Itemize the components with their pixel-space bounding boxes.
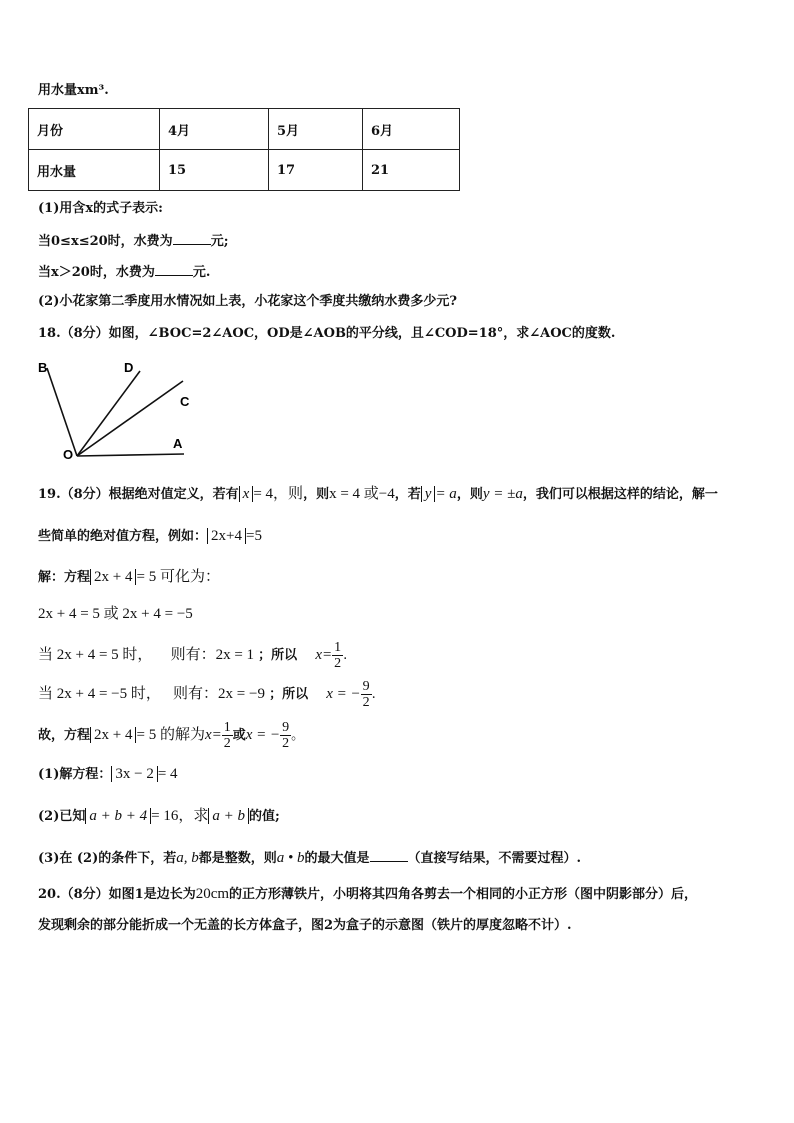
- table-cell: 15: [160, 150, 269, 191]
- fraction-1-2-b: [222, 720, 233, 751]
- frac-num: 1: [223, 720, 231, 735]
- table-header-cell: 月份: [29, 109, 160, 150]
- frac-den: 2: [362, 695, 370, 710]
- q17-part1: (1)用含x的式子表示:: [38, 201, 163, 216]
- fraction-9-2: [361, 679, 372, 710]
- table-row: [29, 150, 460, 191]
- q17-case2-suffix: 元.: [192, 265, 211, 280]
- q19-caseA: 当 2x + 4 = 5 时， 则有：2x = 1 ；所以 x= $\frac{1}{2}$ .: [38, 640, 348, 671]
- q19-p3-a: (3)在 (2)的条件下，若: [38, 851, 177, 866]
- table-cell: 17: [269, 150, 363, 191]
- q19-p1-a: (1)解方程：: [38, 767, 112, 782]
- q19-line1-c: x = 4 或−4: [329, 486, 395, 502]
- q19-then: ，则: [303, 487, 330, 502]
- q19-concl-or: 或: [232, 728, 246, 743]
- abs-example: 2x+4: [207, 528, 246, 544]
- table-cell: 21: [363, 150, 460, 191]
- ray-ob: [47, 368, 77, 456]
- answer-blank: [370, 847, 408, 862]
- q19-caseB-b: 则有：2x = −9: [173, 686, 265, 702]
- q19-concl-end: 。: [291, 728, 305, 743]
- abs-concl: 2x + 4: [90, 727, 136, 743]
- table-row-label: 用水量: [29, 150, 160, 191]
- abs-sol: 2x + 4: [90, 569, 136, 585]
- answer-blank: [155, 261, 193, 276]
- q19-part1: [38, 764, 178, 785]
- angle-figure: [30, 356, 210, 466]
- abs-p2: a + b + 4: [85, 808, 151, 824]
- q17-case2-prefix: 当x＞20时，水费为: [38, 265, 155, 280]
- q19-line1-d: ，若: [394, 487, 421, 502]
- q19-p3-d: （直接写结果，不需要过程）.: [407, 851, 582, 866]
- q20-line1: [38, 884, 697, 905]
- q19-caseA-x: x=: [315, 647, 333, 663]
- q19-caseB-x: x = −: [326, 686, 361, 702]
- table-header-cell: 4月: [160, 109, 269, 150]
- q19-caseB: 当 2x + 4 = −5 时， 则有：2x = −9 ；所以 x = − $\frac{9}{2}$ .: [38, 679, 376, 710]
- ray-oa: [77, 454, 184, 456]
- q17-part2: (2)小花家第二季度用水情况如上表，小花家这个季度共缴纳水费多少元?: [38, 294, 457, 309]
- ray-oc: [77, 381, 183, 456]
- q19-line2: [38, 526, 262, 547]
- label-a: A: [173, 436, 183, 451]
- q19-concl-a: 故，方程: [38, 728, 91, 743]
- q19-part3: [38, 847, 581, 869]
- abs-y: y: [421, 486, 436, 502]
- q19-p1-b: = 4: [157, 766, 178, 782]
- q19-concl-x2: x = −: [245, 727, 281, 743]
- q19-line1-g: y = ±a: [482, 486, 523, 502]
- table-row: [29, 109, 460, 150]
- abs-x: x: [239, 486, 254, 502]
- q17-case2: [38, 261, 210, 283]
- table-header-cell: 6月: [363, 109, 460, 150]
- abs-p2b: a + b: [208, 808, 249, 824]
- q19-split: 2x + 4 = 5 或 2x + 4 = −5: [38, 606, 193, 622]
- label-o: O: [63, 447, 74, 462]
- q19-caseA-b: 则有：2x = 1: [170, 647, 255, 663]
- q19-then-2: ，则: [456, 487, 483, 502]
- q17-case1-suffix: 元;: [210, 234, 229, 249]
- q19-caseA-c: ；所以: [258, 648, 298, 663]
- q19-p2-a: (2)已知: [38, 809, 86, 824]
- q19-solution-intro: [38, 567, 220, 588]
- frac-num: 9: [362, 679, 370, 694]
- frac-num: 9: [282, 720, 290, 735]
- frac-den: 2: [334, 656, 342, 671]
- abs-p1: 3x − 2: [111, 766, 157, 782]
- frac-num: 1: [334, 640, 342, 655]
- q19-part2: [38, 806, 280, 827]
- q19-p2-b: = 16，求: [151, 808, 209, 824]
- ray-od: [77, 371, 140, 456]
- q19-concl-x1: x=: [204, 727, 222, 743]
- q19-p3-expr: a • b: [276, 850, 305, 866]
- fraction-9-2-b: [280, 720, 291, 751]
- q19-sol-rest: = 5 可化为：: [136, 569, 220, 585]
- frac-den: 2: [282, 736, 290, 751]
- q19-concl-b: = 5 的解为: [136, 727, 205, 743]
- q19-line1-a: 19.（8分）根据绝对值定义，若有: [38, 487, 239, 502]
- q19-line1: [38, 484, 718, 505]
- water-usage-table: [28, 108, 460, 191]
- q18-text: 18.（8分）如图，∠BOC=2∠AOC，OD是∠AOB的平分线，且∠COD=18°，求∠AOC的度数.: [38, 326, 616, 341]
- label-d: D: [124, 360, 134, 375]
- q19-p3-vars: a, b: [176, 850, 199, 866]
- q20-line1-a: 20.（8分）如图1是边长为: [38, 887, 196, 902]
- q20-line1-b: 的正方形薄铁片，小明将其四角各剪去一个相同的小正方形（图中阴影部分）后，: [229, 887, 698, 902]
- q19-caseB-a: 当 2x + 4 = −5 时，: [38, 686, 161, 702]
- answer-blank: [173, 230, 211, 245]
- table-header-cell: 5月: [269, 109, 363, 150]
- label-c: C: [180, 394, 190, 409]
- intro-text: 用水量xm³.: [38, 83, 109, 98]
- q19-line1-e: = a: [435, 486, 457, 502]
- fraction-1-2: [332, 640, 343, 671]
- q19-line1-h: ，我们可以根据这样的结论，解一: [522, 487, 718, 502]
- q19-caseB-c: ；所以: [269, 687, 309, 702]
- q19-line1-b: = 4，则: [253, 486, 304, 502]
- frac-den: 2: [223, 736, 231, 751]
- q19-line2-a: 些简单的绝对值方程，例如：: [38, 529, 208, 544]
- q17-case1-prefix: 当0≤x≤20时，水费为: [38, 234, 173, 249]
- q19-p2-c: 的值;: [248, 809, 280, 824]
- q17-case1: [38, 230, 229, 252]
- q19-sol-label: 解：方程: [38, 570, 91, 585]
- q20-length: 20cm: [195, 886, 230, 902]
- q19-caseA-a: 当 2x + 4 = 5 时，: [38, 647, 153, 663]
- label-b: B: [38, 360, 48, 375]
- q19-p3-b: 都是整数，则: [198, 851, 277, 866]
- q19-p3-c: 的最大值是: [304, 851, 370, 866]
- q19-line2-b: =5: [245, 528, 262, 544]
- q20-line2: 发现剩余的部分能折成一个无盖的长方体盒子，图2为盒子的示意图（铁片的厚度忽略不计）.: [38, 918, 572, 933]
- q19-conclusion: [38, 718, 304, 753]
